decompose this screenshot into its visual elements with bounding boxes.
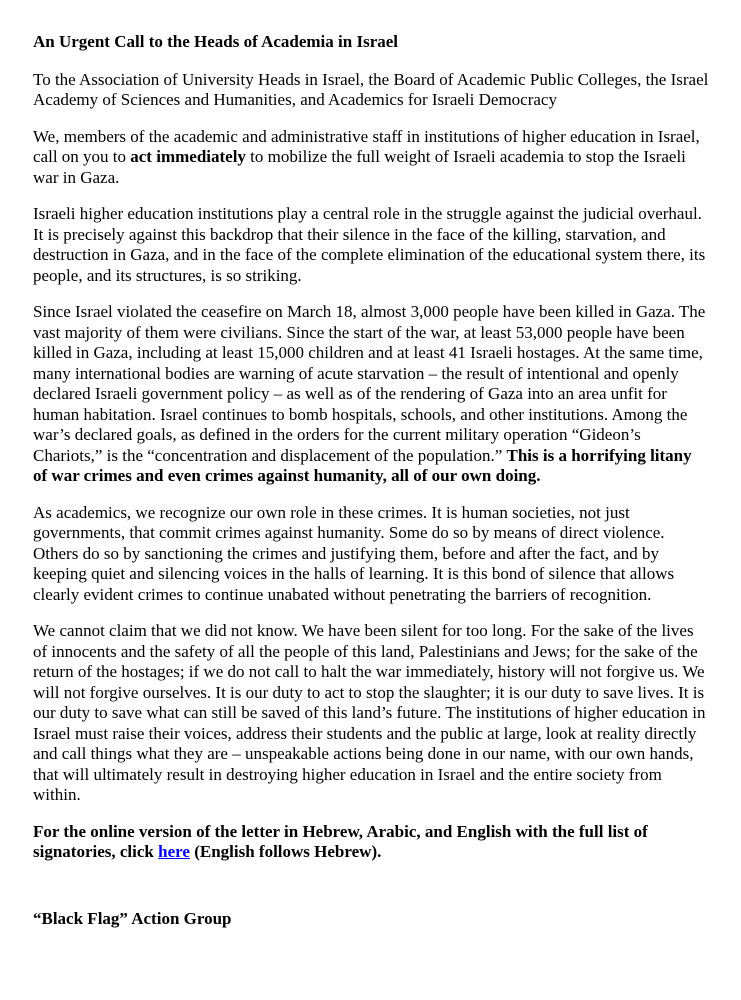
duty-paragraph: We cannot claim that we did not know. We have been silent for too long. For the sake of the lives of innocents and the safety of all the people of this land, Palestinians and Jews; for the sake of the return of the hostages; if we do not call to halt the war immediately, history will not forgive us. We will not forgive ourselves. It is our duty to act to stop the slaughter; it is our duty to save lives. It is our duty to save what can still be saved of this land’s future. The institutions of higher education in Israel must raise their voices, address their students and the public at large, look at reality directly and call things what they are – unspeakable actions being done in our name, with our own hands, that will ultimately result in destroying higher education in Israel and the entire society from within.	[33, 621, 706, 804]
online-version-paragraph	[33, 822, 709, 863]
call-to-action-paragraph	[33, 127, 709, 189]
ceasefire-paragraph	[33, 302, 709, 487]
salutation-paragraph: To the Association of University Heads in Israel, the Board of Academic Public Colleges, the Israel Academy of Sciences and Humanities, and Academics for Israeli Democracy	[33, 69, 709, 109]
bold-text-run: For the online version of the letter in Hebrew, Arabic, and English with the full list of signatories, click	[33, 821, 648, 861]
text-run: Since Israel violated the ceasefire on March 18, almost 3,000 people have been killed in Gaza. The vast majority of them were civilians. Since the start of the war, at least 53,000 people have been killed in Gaza, including at least 15,000 children and at least 41 Israeli hostages. At the same time, many international bodies are warning of acute starvation – the result of intentional and openly declared Israeli government policy – as well as of the rendering of Gaza into an area unfit for human habitation. Israel continues to bomb hospitals, schools, and other institutions. Among the war’s declared goals, as defined in the orders for the current military operation “Gideon’s Chariots,” is the “concentration and displacement of the population.”	[33, 302, 706, 465]
document-title: An Urgent Call to the Heads of Academia in Israel	[33, 32, 399, 51]
online-version-link[interactable]: here	[158, 842, 190, 861]
text-run: to mobilize the full weight of Israeli academia to stop the Israeli war in Gaza.	[33, 147, 686, 187]
bold-text-run: This is a horrifying litany of war crimes and even crimes against humanity, all of our own doing.	[33, 445, 692, 485]
bold-text-run: act immediately	[130, 147, 246, 166]
bold-text-run: (English follows Hebrew).	[189, 842, 382, 861]
text-run: We, members of the academic and administrative staff in institutions of higher education in Israel, call on you to	[33, 126, 700, 166]
signature-line: “Black Flag” Action Group	[33, 908, 232, 928]
academia-role-paragraph: Israeli higher education institutions play a central role in the struggle against the judicial overhaul. It is precisely against this backdrop that their silence in the face of the killing, starvation, and destruction in Gaza, and in the face of the complete elimination of the educational system there, its people, and its structures, is so striking.	[33, 204, 706, 285]
academics-responsibility-paragraph: As academics, we recognize our own role in these crimes. It is human societies, not just governments, that commit crimes against humanity. Some do so by means of direct violence. Others do so by sanctioning the crimes and justifying them, before and after the fact, and by keeping quiet and silencing voices in the halls of learning. It is this bond of silence that allows clearly evident crimes to continue unabated without penetrating the barriers of recognition.	[33, 502, 675, 604]
